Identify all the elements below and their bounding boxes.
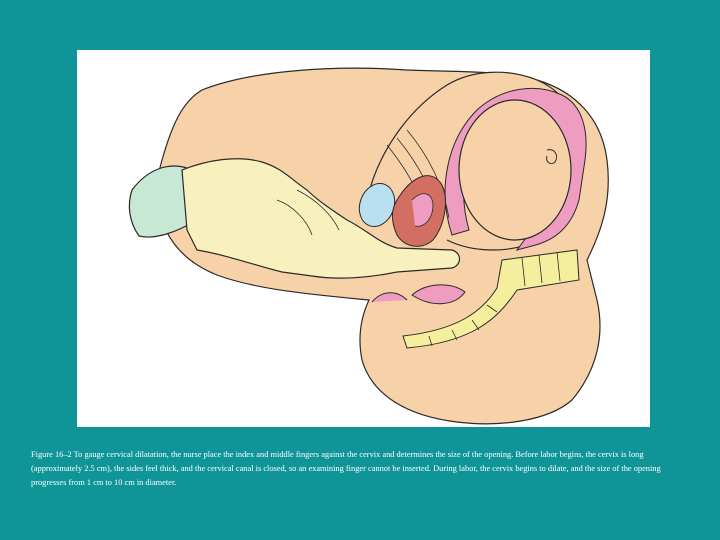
fetal-head (459, 100, 571, 240)
figure-caption: Figure 16–2 To gauge cervical dilatation, the nurse place the index and middle fingers against the cervix and determines the size of the opening. Before labor begins, the cervix is long (approximately 2.5 cm), the sides feel thick, and the cervical canal is closed, so an examining finger cannot be inserted. During labor, the cervix begins to dilate, and the size of the opening progresses from 1 cm to 10 cm in diameter. (31, 450, 661, 487)
cervical-exam-illustration (77, 50, 650, 427)
illustration-panel (77, 50, 650, 427)
